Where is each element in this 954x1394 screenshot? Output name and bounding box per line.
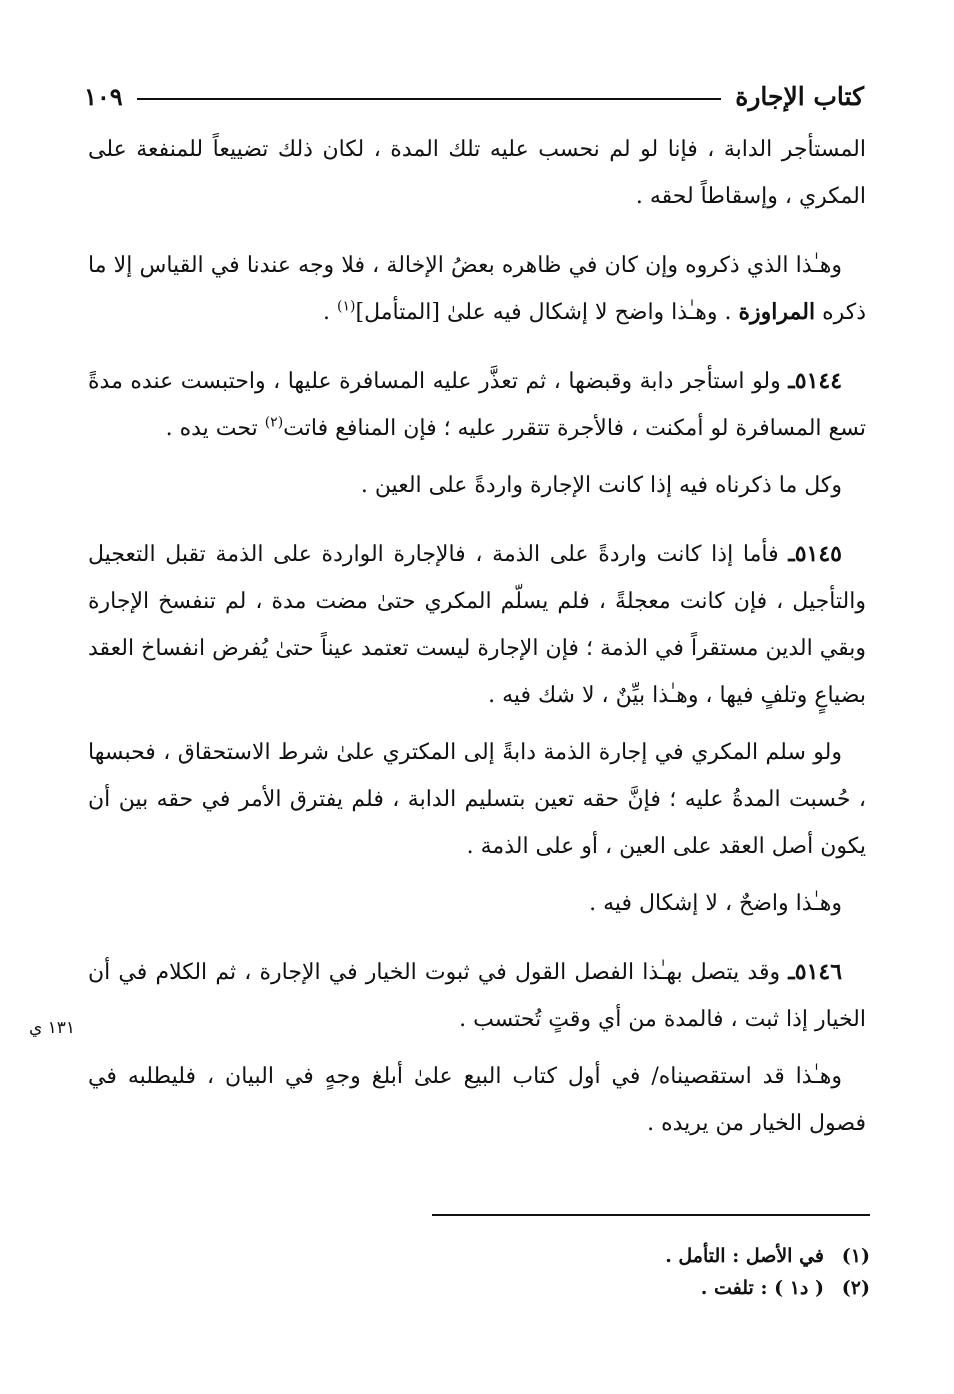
paragraph-text: وهـٰذا قد استقصيناه/ في أول كتاب البيع علىٰ أبلغ وجهٍ في البيان ، فليطلبه في فصول الخيار من يريده . <box>88 1064 866 1136</box>
manuscript-margin-note: ١٣١ ي <box>28 1018 76 1038</box>
paragraph-text: تحت يده . <box>165 416 258 441</box>
paragraph-number: ٥١٤٦ـ <box>788 959 843 985</box>
paragraph-6 <box>88 729 866 870</box>
paragraph-9 <box>88 1053 866 1147</box>
paragraph-7 <box>88 880 866 927</box>
paragraph-2 <box>88 242 866 336</box>
page-body <box>88 126 866 1157</box>
paragraph-text: فأما إذا كانت واردةً على الذمة ، فالإجارة الواردة على الذمة تقبل التعجيل والتأجيل ، فإن كانت معجلةً ، فلم يسلّم المكري حتىٰ مضت مدة ، لم تنفسخ الإجارة وبقي الدين مستقراً في الذمة ؛ فإن الإجارة ليست تعتمد عيناً حتىٰ يُفرض انفساخ العقد بضياعٍ وتلفٍ فيها ، وهـٰذا بيِّنٌ ، لا شك فيه . <box>88 542 866 708</box>
paragraph-number: ٥١٤٥ـ <box>788 541 842 567</box>
footnote-text: ( د١ ) : تلفت . <box>700 1277 824 1299</box>
running-header <box>84 76 864 116</box>
paragraph-4 <box>88 462 866 509</box>
paragraph-5146 <box>88 949 866 1043</box>
paragraph-text: ولو استأجر دابة وقبضها ، ثم تعذَّر عليه المسافرة عليها ، واحتبست عنده مدةً تسع المسافرة لو أمكنت ، فالأجرة تتقرر عليه ؛ فإن المنافع فاتت <box>88 369 866 441</box>
footnote-ref: (٢) <box>264 414 284 431</box>
footnote-ref: (١) <box>337 298 356 315</box>
footnote-number: (١) <box>841 1245 870 1267</box>
paragraph-text: . <box>323 300 331 325</box>
paragraph-1 <box>88 126 866 220</box>
paragraph-text: ولو سلم المكري في إجارة الذمة دابةً إلى المكتري علىٰ شرط الاستحقاق ، فحبسها ، حُسبت المدةُ عليه ؛ فإنَّ حقه تعين بتسليم الدابة ، فلم يفترق الأمر في حقه بين أن يكون أصل العقد على العين ، أو على الذمة . <box>88 740 866 859</box>
bold-term: المراوزة <box>738 299 816 325</box>
paragraph-text: وهـٰذا الذي ذكروه وإن كان في ظاهره بعضُ الإخالة ، فلا وجه عندنا في القياس إلا ما ذكره <box>88 253 866 325</box>
footnotes <box>270 1240 870 1304</box>
paragraph-5144 <box>88 358 866 452</box>
paragraph-text: وكل ما ذكرناه فيه إذا كانت الإجارة واردةً على العين . <box>360 473 842 498</box>
header-rule <box>137 98 722 100</box>
paragraph-text: وهـٰذا واضحٌ ، لا إشكال فيه . <box>589 891 842 916</box>
footnote-separator <box>432 1214 870 1216</box>
chapter-title: كتاب الإجارة <box>735 81 864 111</box>
footnote-number: (٢) <box>841 1277 870 1299</box>
paragraph-text: وقد يتصل بهـٰذا الفصل القول في ثبوت الخيار في الإجارة ، ثم الكلام في أن الخيار إذا ثبت ، فالمدة من أي وقتٍ تُحتسب . <box>88 960 866 1032</box>
page-number: ١٠٩ <box>84 81 123 111</box>
paragraph-text: . وهـٰذا واضح لا إشكال فيه علىٰ [المتأمل] <box>355 300 732 325</box>
paragraph-text: المستأجر الدابة ، فإنا لو لم نحسب عليه تلك المدة ، لكان ذلك تضييعاً للمنفعة على المكري ، وإسقاطاً لحقه . <box>88 137 866 209</box>
paragraph-5145 <box>88 531 866 719</box>
footnote-item <box>270 1272 870 1304</box>
footnote-text: في الأصل : التأمل . <box>665 1245 824 1267</box>
footnote-item <box>270 1240 870 1272</box>
paragraph-number: ٥١٤٤ـ <box>788 368 843 394</box>
